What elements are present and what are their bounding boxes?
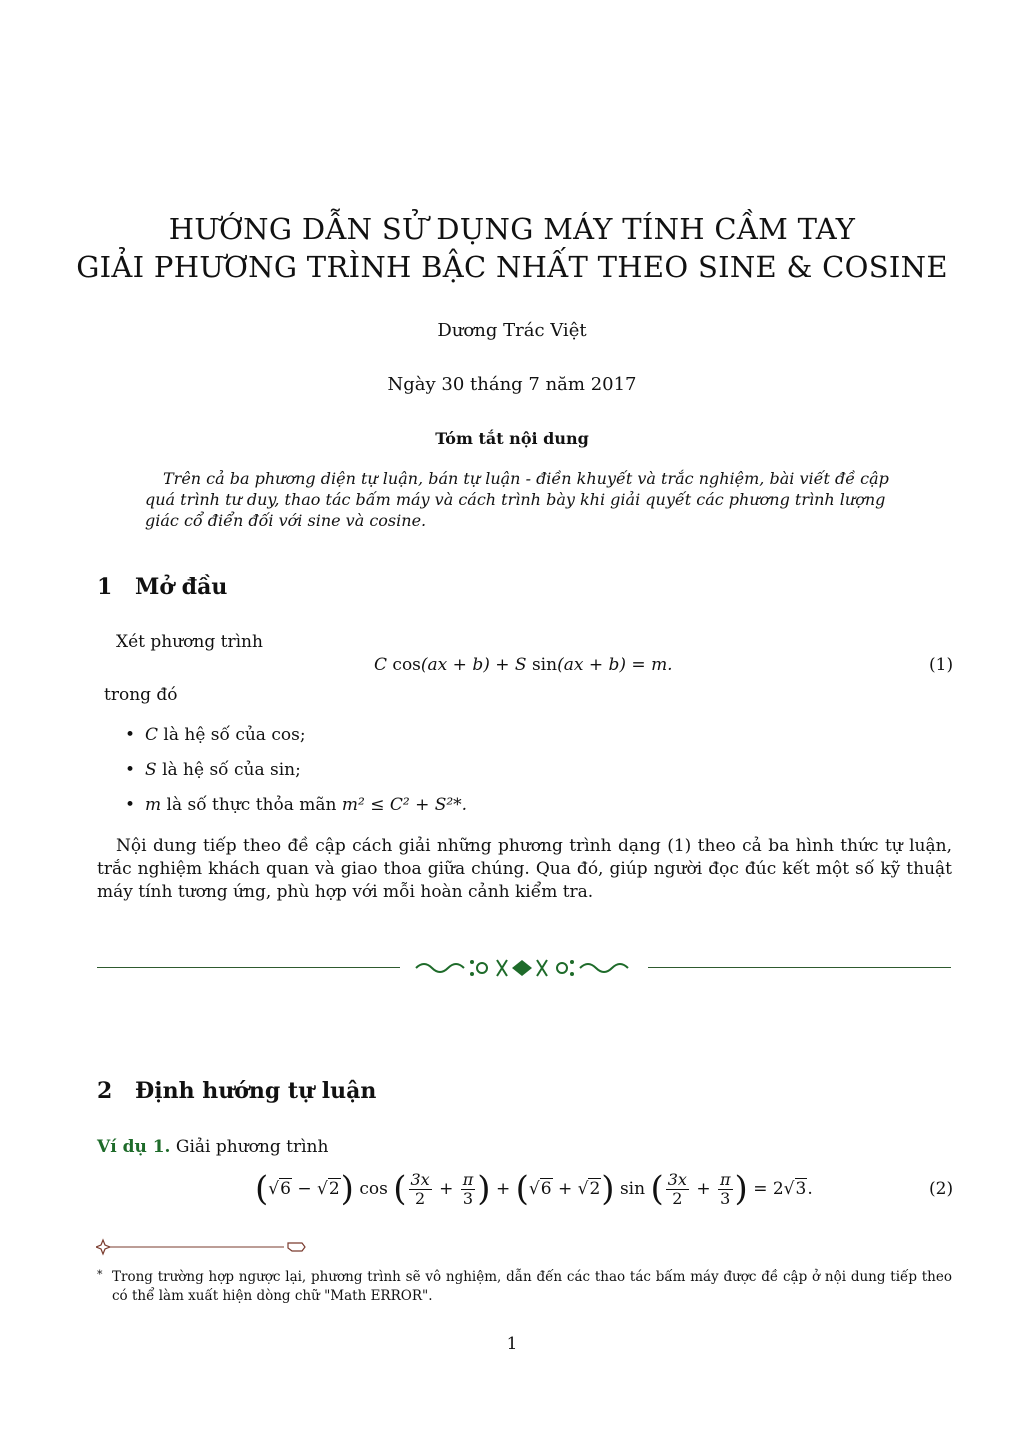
author: Dương Trác Việt	[437, 320, 587, 341]
sqrt-term: √6	[268, 1178, 291, 1199]
eq-function: cos	[359, 1178, 388, 1199]
divider-left-rule	[97, 967, 400, 968]
eq-operator: =	[631, 655, 646, 675]
page-number: 1	[506, 1334, 518, 1354]
example-line	[97, 1136, 328, 1159]
section-1-heading	[97, 574, 227, 600]
fraction	[409, 1171, 432, 1208]
ornament-icon	[412, 956, 632, 984]
eq-symbol: C	[374, 655, 388, 675]
eq-operator: +	[495, 1178, 511, 1199]
fraction	[666, 1171, 689, 1208]
equation-1	[374, 654, 673, 677]
abstract-heading: Tóm tắt nội dung	[435, 429, 589, 448]
footnote-text: Trong trường hợp ngược lại, phương trình sẽ vô nghiệm, dẫn đến các thao tác bấm máy được đề cập ở nội dung tiếp theo có thể làm xuất hiện dòng chữ "Math ERROR".	[112, 1269, 952, 1304]
eq-operator: +	[439, 1178, 454, 1199]
item-symbol: C	[145, 725, 159, 745]
where-text: trong đó	[104, 685, 178, 705]
radicand: 6	[540, 1178, 552, 1199]
eq-symbol: S	[514, 655, 527, 675]
item-text: là số thực thỏa mãn	[166, 795, 337, 815]
numerator: 3x	[410, 1169, 430, 1189]
sqrt-term: √6	[528, 1178, 552, 1199]
eq-operator: +	[557, 1178, 573, 1199]
item-text: là hệ số của cos;	[163, 725, 306, 745]
numerator: 3x	[667, 1169, 687, 1189]
eq-period: .	[807, 1178, 813, 1199]
fraction	[718, 1171, 733, 1208]
equation-number: (2)	[929, 1179, 954, 1199]
section-title: Mở đầu	[135, 574, 228, 600]
eq-operator: +	[696, 1178, 711, 1199]
eq-operator: +	[495, 655, 510, 675]
item-symbol: m	[145, 795, 162, 815]
numerator: π	[720, 1169, 731, 1189]
eq-rhs: = 2	[753, 1178, 784, 1199]
item-formula: m² ≤ C² + S²*.	[341, 795, 468, 815]
item-symbol: S	[145, 760, 157, 780]
section-title: Định hướng tự luận	[135, 1078, 377, 1104]
radicand: 2	[589, 1178, 601, 1199]
footnote-mark: *	[97, 1268, 103, 1281]
sqrt-term: √3	[783, 1178, 807, 1199]
footnote	[97, 1268, 952, 1306]
list-item: • C là hệ số của cos;	[125, 725, 306, 745]
eq-operator: −	[297, 1178, 312, 1199]
eq-argument: (ax + b)	[557, 655, 626, 675]
equation-number: (1)	[929, 655, 954, 675]
denominator: 3	[720, 1188, 731, 1208]
denominator: 2	[415, 1188, 426, 1208]
section-number: 2	[97, 1078, 113, 1104]
eq-symbol: m.	[651, 655, 673, 675]
denominator: 3	[462, 1188, 474, 1208]
divider-right-rule	[648, 967, 951, 968]
section-number: 1	[97, 574, 113, 600]
item-text: là hệ số của sin;	[162, 760, 301, 780]
footnote-rule	[96, 1238, 311, 1260]
radicand: 6	[280, 1178, 291, 1199]
example-text: Giải phương trình	[175, 1137, 329, 1157]
eq-argument: (ax + b)	[420, 655, 490, 675]
section-2-heading	[97, 1078, 376, 1104]
eq-function: cos	[392, 655, 421, 675]
eq-function: sin	[531, 655, 558, 675]
radicand: 3	[795, 1178, 807, 1199]
condition-list	[125, 724, 845, 829]
date: Ngày 30 tháng 7 năm 2017	[387, 374, 637, 395]
denominator: 2	[672, 1188, 683, 1208]
sqrt-term: √2	[317, 1178, 340, 1199]
numerator: π	[462, 1169, 474, 1189]
list-item: • S là hệ số của sin;	[125, 760, 301, 780]
abstract-text: Trên cả ba phương diện tự luận, bán tự luận - điền khuyết và trắc nghiệm, bài viết đề cập quá trình tư duy, thao tác bấm máy và cách trình bày khi giải quyết các phương trình lượng giác cổ điển đối với sine và cosine.	[145, 469, 889, 530]
equation-2: ( √6 − √2 ) cos ( $\frac{3x}{2}$ + $\frac{\pi}{3}$ ) + ( √6 + √2 ) sin ( $\frac{3x}{2}$ + $\frac{\pi}{3}$ ) = 2 √3 .	[255, 1169, 813, 1209]
intro-paragraph: Nội dung tiếp theo đề cập cách giải những phương trình dạng (1) theo cả ba hình thức tự luận, trắc nghiệm khách quan và giao thoa giữa chúng. Qua đó, giúp người đọc đúc kết một số kỹ thuật máy tính tương ứng, phù hợp với mỗi hoàn cảnh kiểm tra.	[97, 836, 952, 902]
fraction	[461, 1171, 476, 1208]
paper-title-line-1: HƯỚNG DẪN SỬ DỤNG MÁY TÍNH CẦM TAY	[168, 212, 856, 246]
paper-title-line-2: GIẢI PHƯƠNG TRÌNH BẬC NHẤT THEO SINE & COSINE	[76, 250, 948, 284]
example-label: Ví dụ 1.	[97, 1137, 171, 1157]
intro-text: Xét phương trình	[116, 632, 263, 652]
list-item: • m là số thực thỏa mãn m² ≤ C² + S²*.	[125, 795, 468, 815]
sqrt-term: √2	[577, 1178, 601, 1199]
eq-function: sin	[619, 1178, 646, 1199]
radicand: 2	[328, 1178, 340, 1199]
